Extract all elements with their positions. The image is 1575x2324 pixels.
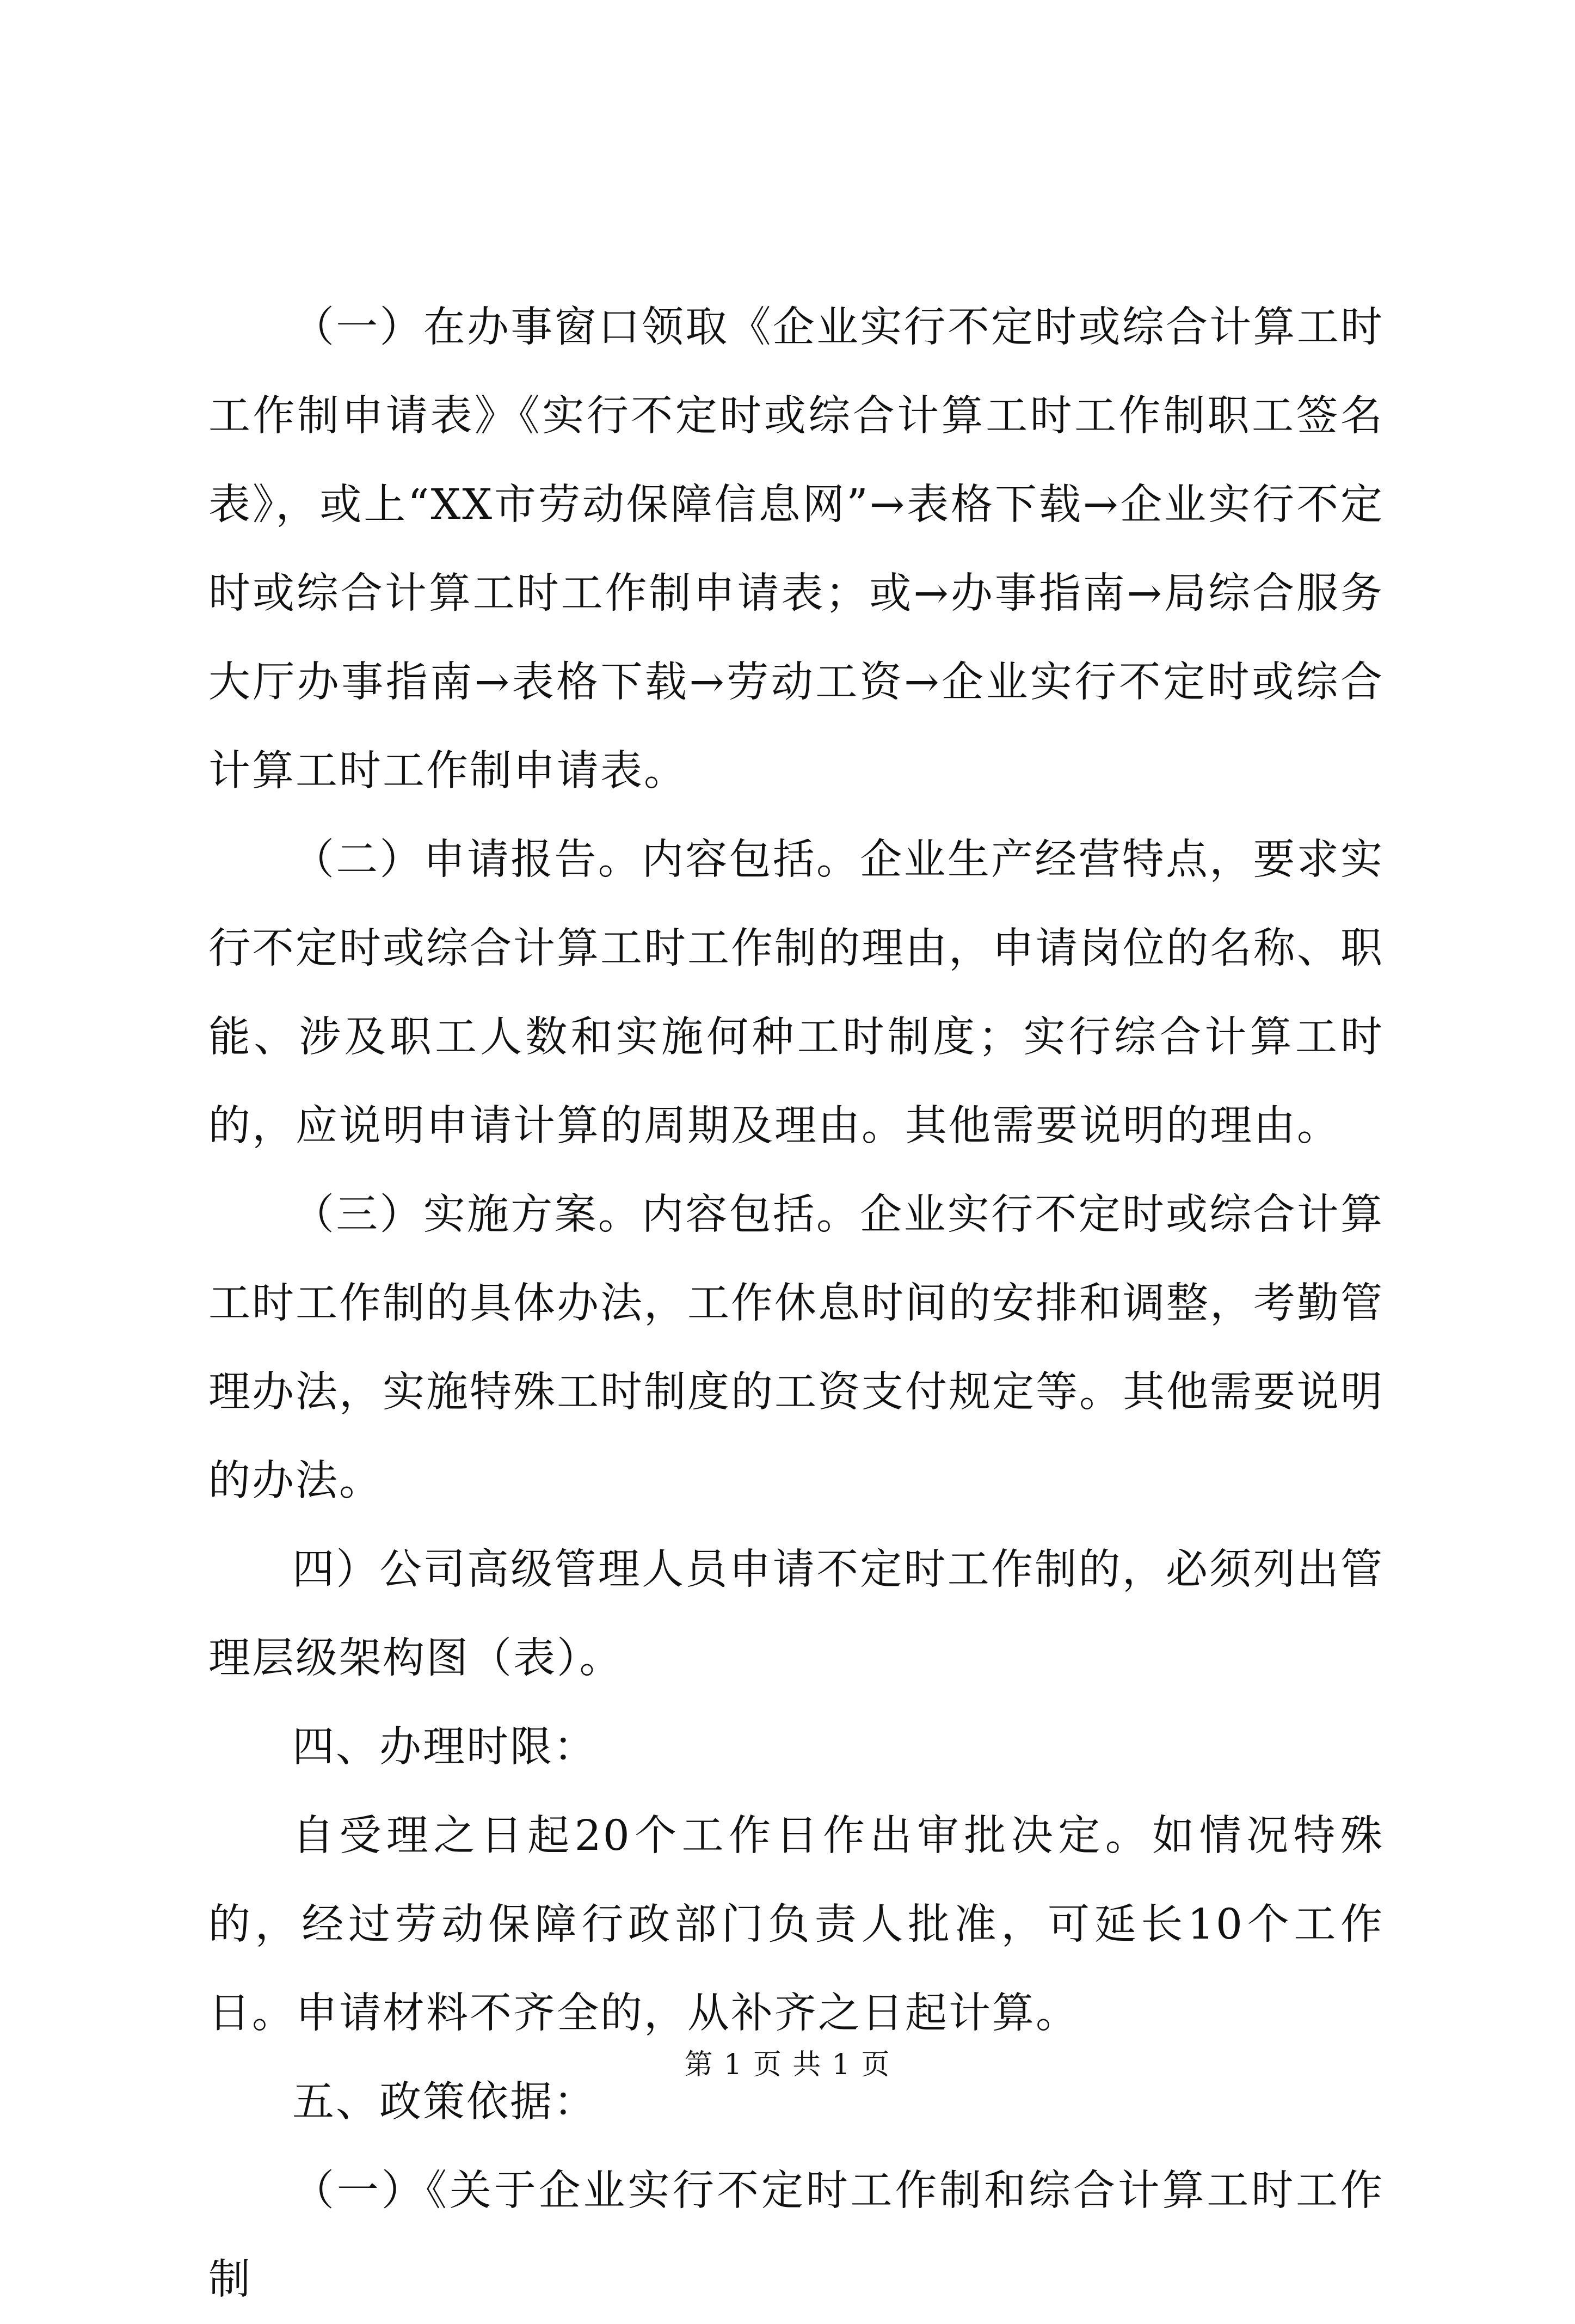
page-footer: 第 1 页 共 1 页 bbox=[684, 2049, 891, 2081]
paragraph-item-4: 四）公司高级管理人员申请不定时工作制的，必须列出管理层级架构图（表）。 bbox=[208, 1546, 1384, 1683]
paragraph-item-3: （三）实施方案。内容包括。企业实行不定时或综合计算工时工作制的具体办法，工作休息时间的安排和调整，考勤管理办法，实施特殊工时制度的工资支付规定等。其他需要说明的办法。 bbox=[208, 1191, 1384, 1505]
document-body bbox=[208, 283, 1384, 2324]
paragraph-item-time-limit: 自受理之日起20个工作日作出审批决定。如情况特殊的，经过劳动保障行政部门负责人批准，可延长10个工作日。申请材料不齐全的，从补齐之日起计算。 bbox=[208, 1812, 1384, 2038]
paragraph-item-2: （二）申请报告。内容包括。企业生产经营特点，要求实行不定时或综合计算工时工作制的理由，申请岗位的名称、职能、涉及职工人数和实施何种工时制度；实行综合计算工时的，应说明申请计算的周期及理由。其他需要说明的理由。 bbox=[208, 836, 1384, 1150]
section-heading-policy-basis: 五、政策依据： bbox=[292, 2078, 597, 2126]
paragraph-item-1: （一）在办事窗口领取《企业实行不定时或综合计算工时工作制申请表》《实行不定时或综合计算工时工作制职工签名表》，或上“XX市劳动保障信息网”→表格下载→企业实行不定时或综合计算工时工作制申请表；或→办事指南→局综合服务大厅办事指南→表格下载→劳动工资→企业实行不定时或综合计算工时工作制申请表。 bbox=[208, 303, 1384, 795]
paragraph-item-policy-1: （一）《关于企业实行不定时工作制和综合计算工时工作制 bbox=[208, 2167, 1384, 2304]
section-heading-time-limit: 四、办理时限： bbox=[292, 1723, 597, 1771]
